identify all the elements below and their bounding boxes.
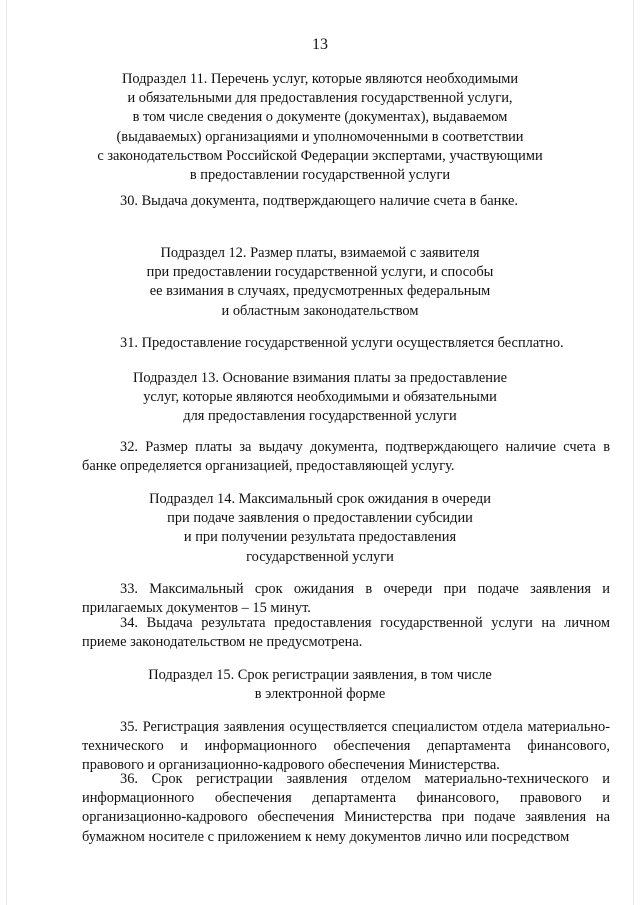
subsection-14-heading <box>80 490 560 567</box>
heading-line: (выдаваемых) организациями и уполномоченными в соответствии <box>116 128 524 145</box>
heading-line: и обязательными для предоставления государственной услуги, <box>127 90 513 107</box>
heading-line: в электронной форме <box>254 686 386 703</box>
paragraph-30: 30. Выдача документа, подтверждающего наличие счета в банке. <box>120 193 518 209</box>
heading-line: с законодательством Российской Федерации экспертами, участвующими <box>97 147 543 164</box>
heading-line: в том числе сведения о документе (документах), выдаваемом <box>132 109 508 126</box>
subsection-13-heading <box>80 369 560 427</box>
subsection-12-heading <box>80 244 560 321</box>
paragraph-31: 31. Предоставление государственной услуги осуществляется бесплатно. <box>120 335 564 351</box>
paragraph-33: 33. Максимальный срок ожидания в очереди при подаче заявления и прилагаемых документов – 15 минут. <box>82 581 610 617</box>
heading-line: Подраздел 15. Срок регистрации заявления, в том числе <box>148 667 492 683</box>
page-number: 13 <box>312 36 328 53</box>
heading-line: и областным законодательством <box>221 302 419 319</box>
subsection-11-heading <box>80 70 560 185</box>
heading-line: услуг, которые являются необходимыми и обязательными <box>143 389 497 406</box>
heading-line: Подраздел 14. Максимальный срок ожидания в очереди <box>149 491 491 507</box>
scan-edge-left <box>6 0 7 905</box>
heading-line: при подаче заявления о предоставлении субсидии <box>167 510 473 527</box>
heading-line: Подраздел 11. Перечень услуг, которые являются необходимыми <box>121 71 519 87</box>
paragraph-34: 34. Выдача результата предоставления государственной услуги на личном приеме законодательством не предусмотрена. <box>82 615 610 651</box>
heading-line: государственной услуги <box>246 548 394 565</box>
heading-line: и при получении результата предоставления <box>183 529 457 546</box>
paragraph-35: 35. Регистрация заявления осуществляется специалистом отдела материально-технического и информационного обеспечения департамента финансового, правового и организационно-кадрового обеспечения Министерства. <box>82 719 610 774</box>
heading-line: в предоставлении государственной услуги <box>189 167 451 184</box>
subsection-15-heading <box>80 666 560 704</box>
scan-edge-right <box>633 0 634 905</box>
heading-line: при предоставлении государственной услуги, и способы <box>146 264 494 281</box>
paragraph-32: 32. Размер платы за выдачу документа, подтверждающего наличие счета в банке определяется организацией, предоставляющей услугу. <box>82 439 610 475</box>
heading-line: Подраздел 13. Основание взимания платы за предоставление <box>132 370 508 386</box>
paragraph-36: 36. Срок регистрации заявления отделом материально-технического и информационного обеспечения департамента финансового, правового и организационно-кадрового обеспечения Министерства при подаче заявления на бумажном носителе с приложением к нему документов лично или посредством <box>82 771 610 845</box>
heading-line: ее взимания в случаях, предусмотренных федеральным <box>149 283 491 300</box>
heading-line: Подраздел 12. Размер платы, взимаемой с заявителя <box>160 245 480 261</box>
heading-line: для предоставления государственной услуги <box>183 408 457 425</box>
